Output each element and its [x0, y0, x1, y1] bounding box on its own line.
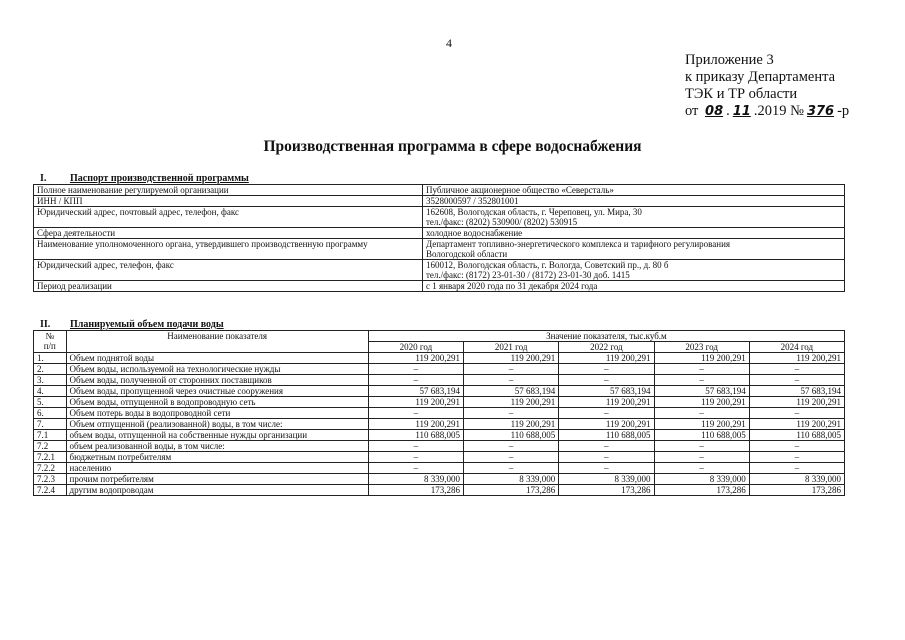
- row-value: –: [559, 463, 654, 474]
- passport-value-line: 3528000597 / 352801001: [426, 196, 519, 206]
- row-value: 110 688,005: [559, 430, 654, 441]
- row-value: –: [464, 364, 559, 375]
- row-indicator-name: Объем воды, пропущенной через очистные сооружения: [66, 386, 368, 397]
- appendix-line-1: Приложение 3: [685, 52, 774, 68]
- table-row: [34, 408, 845, 419]
- row-value: 110 688,005: [749, 430, 844, 441]
- row-number: 4.: [34, 386, 67, 397]
- table-row: [34, 452, 845, 463]
- row-value: –: [654, 463, 749, 474]
- row-value: 110 688,005: [654, 430, 749, 441]
- section-1-number: I.: [40, 173, 47, 184]
- row-value: 110 688,005: [368, 430, 463, 441]
- handwritten-month: 11: [732, 104, 751, 119]
- passport-value-line: с 1 января 2020 года по 31 декабря 2024 года: [426, 281, 598, 291]
- row-value: 119 200,291: [559, 397, 654, 408]
- appendix-block: [685, 52, 849, 120]
- row-indicator-name: Объем поднятой воды: [66, 353, 368, 364]
- header-year: 2021 год: [464, 342, 559, 353]
- passport-value-line: холодное водоснабжение: [426, 228, 523, 238]
- table-row: [34, 441, 845, 452]
- row-indicator-name: Объем воды, полученной от сторонних поставщиков: [66, 375, 368, 386]
- row-value: –: [654, 441, 749, 452]
- table-row: [34, 430, 845, 441]
- row-number: 7.2.3: [34, 474, 67, 485]
- row-value: 57 683,194: [464, 386, 559, 397]
- passport-label: Сфера деятельности: [34, 228, 423, 239]
- passport-label: Юридический адрес, почтовый адрес, телефон, факс: [34, 207, 423, 228]
- row-value: 173,286: [749, 485, 844, 496]
- row-value: 119 200,291: [654, 397, 749, 408]
- row-value: 173,286: [559, 485, 654, 496]
- row-indicator-name: Объем потерь воды в водопроводной сети: [66, 408, 368, 419]
- table-row: [34, 397, 845, 408]
- appendix-date-line: от 08 . 11 .2019 № 376 -р: [685, 103, 850, 119]
- row-number: 5.: [34, 397, 67, 408]
- row-value: 57 683,194: [559, 386, 654, 397]
- row-number: 7.2.4: [34, 485, 67, 496]
- row-value: 119 200,291: [368, 419, 463, 430]
- passport-value-line: 160012, Вологодская область, г. Вологда, Советский пр., д. 80 б: [426, 260, 669, 270]
- row-value: 173,286: [464, 485, 559, 496]
- row-value: –: [559, 408, 654, 419]
- passport-value-line: 162608, Вологодская область, г. Череповец, ул. Мира, 30: [426, 207, 642, 217]
- section-2-title: Планируемый объем подачи воды: [70, 319, 224, 330]
- row-value: –: [654, 375, 749, 386]
- passport-row: [34, 281, 845, 292]
- passport-value-line: Вологодской области: [426, 249, 508, 259]
- row-number: 7.2.1: [34, 452, 67, 463]
- row-value: –: [464, 375, 559, 386]
- row-indicator-name: Объем воды, отпущенной в водопроводную сеть: [66, 397, 368, 408]
- passport-value: [423, 185, 845, 196]
- header-row-1: [34, 331, 845, 342]
- passport-table: [33, 184, 845, 292]
- appendix-line-2: к приказу Департамента: [685, 69, 836, 85]
- row-value: 8 339,000: [464, 474, 559, 485]
- row-number: 3.: [34, 375, 67, 386]
- row-value: 119 200,291: [464, 353, 559, 364]
- row-value: –: [749, 452, 844, 463]
- section-1-heading: [40, 173, 249, 184]
- table-row: [34, 386, 845, 397]
- row-value: –: [464, 452, 559, 463]
- row-value: 57 683,194: [654, 386, 749, 397]
- row-value: –: [464, 463, 559, 474]
- row-number: 6.: [34, 408, 67, 419]
- row-value: –: [464, 408, 559, 419]
- row-number: 2.: [34, 364, 67, 375]
- row-value: –: [464, 441, 559, 452]
- row-indicator-name: объем реализованной воды, в том числе:: [66, 441, 368, 452]
- row-value: –: [368, 364, 463, 375]
- row-value: 110 688,005: [464, 430, 559, 441]
- passport-value: [423, 228, 845, 239]
- row-value: –: [559, 452, 654, 463]
- table-row: [34, 364, 845, 375]
- row-value: 57 683,194: [749, 386, 844, 397]
- section-2-heading: [40, 319, 224, 330]
- row-value: –: [749, 375, 844, 386]
- row-indicator-name: другим водопроводам: [66, 485, 368, 496]
- row-value: 8 339,000: [368, 474, 463, 485]
- handwritten-number: 376: [806, 104, 835, 119]
- row-value: 119 200,291: [368, 397, 463, 408]
- row-value: 119 200,291: [464, 397, 559, 408]
- table-row: [34, 375, 845, 386]
- row-value: –: [654, 452, 749, 463]
- row-indicator-name: Объем воды, используемой на технологические нужды: [66, 364, 368, 375]
- table-row: [34, 485, 845, 496]
- date-year: .2019 №: [753, 103, 804, 119]
- number-suffix: -р: [837, 103, 850, 119]
- passport-row: [34, 196, 845, 207]
- passport-value: [423, 196, 845, 207]
- page-number: 4: [446, 36, 452, 50]
- row-number: 7.2: [34, 441, 67, 452]
- row-value: 119 200,291: [654, 419, 749, 430]
- row-value: –: [368, 375, 463, 386]
- row-value: –: [559, 364, 654, 375]
- row-value: 119 200,291: [464, 419, 559, 430]
- table-row: [34, 353, 845, 364]
- row-value: –: [559, 441, 654, 452]
- row-value: –: [368, 408, 463, 419]
- row-value: 119 200,291: [749, 397, 844, 408]
- passport-row: [34, 260, 845, 281]
- passport-label: Полное наименование регулируемой организации: [34, 185, 423, 196]
- row-value: 119 200,291: [654, 353, 749, 364]
- row-indicator-name: объем воды, отпущенной на собственные нужды организации: [66, 430, 368, 441]
- header-year: 2022 год: [559, 342, 654, 353]
- row-value: 119 200,291: [559, 419, 654, 430]
- section-1-title: Паспорт производственной программы: [70, 173, 249, 184]
- passport-value-line: Департамент топливно-энергетического комплекса и тарифного регулирования: [426, 239, 731, 249]
- row-value: 57 683,194: [368, 386, 463, 397]
- row-value: –: [749, 463, 844, 474]
- row-value: 119 200,291: [368, 353, 463, 364]
- passport-label: Наименование уполномоченного органа, утвердившего производственную программу: [34, 239, 423, 260]
- passport-value-line: Публичное акционерное общество «Северсталь»: [426, 185, 614, 195]
- handwritten-day: 08: [705, 104, 724, 119]
- row-value: 173,286: [654, 485, 749, 496]
- passport-row: [34, 207, 845, 228]
- water-volume-table: [33, 330, 845, 496]
- row-number: 7.1: [34, 430, 67, 441]
- header-year: 2020 год: [368, 342, 463, 353]
- header-year: 2023 год: [654, 342, 749, 353]
- passport-row: [34, 239, 845, 260]
- table-row: [34, 463, 845, 474]
- header-value-group: Значение показателя, тыс.куб.м: [368, 331, 844, 342]
- header-year: 2024 год: [749, 342, 844, 353]
- passport-row: [34, 228, 845, 239]
- row-value: 173,286: [368, 485, 463, 496]
- row-value: –: [559, 375, 654, 386]
- passport-value: [423, 207, 845, 228]
- section-2-number: II.: [40, 319, 51, 330]
- passport-value: [423, 239, 845, 260]
- row-indicator-name: Объем отпущенной (реализованной) воды, в том числе:: [66, 419, 368, 430]
- passport-row: [34, 185, 845, 196]
- passport-label: Юридический адрес, телефон, факс: [34, 260, 423, 281]
- row-value: –: [368, 441, 463, 452]
- row-indicator-name: бюджетным потребителям: [66, 452, 368, 463]
- row-indicator-name: прочим потребителям: [66, 474, 368, 485]
- row-value: –: [749, 364, 844, 375]
- passport-value-line: тел./факс: (8202) 530900/ (8202) 530915: [426, 217, 578, 227]
- row-number: 7.2.2: [34, 463, 67, 474]
- row-value: –: [749, 441, 844, 452]
- table-row: [34, 419, 845, 430]
- passport-value: [423, 260, 845, 281]
- row-number: 1.: [34, 353, 67, 364]
- row-value: 119 200,291: [559, 353, 654, 364]
- row-value: 8 339,000: [559, 474, 654, 485]
- row-value: –: [654, 364, 749, 375]
- row-value: –: [368, 463, 463, 474]
- appendix-line-3: ТЭК и ТР области: [685, 86, 798, 102]
- row-indicator-name: населению: [66, 463, 368, 474]
- row-number: 7.: [34, 419, 67, 430]
- passport-value: [423, 281, 845, 292]
- header-num: № п/п: [34, 331, 67, 353]
- date-prefix: от: [685, 103, 699, 119]
- row-value: 8 339,000: [654, 474, 749, 485]
- row-value: –: [654, 408, 749, 419]
- row-value: –: [368, 452, 463, 463]
- passport-value-line: тел./факс: (8172) 23-01-30 / (8172) 23-01-30 доб. 1415: [426, 270, 630, 280]
- passport-label: Период реализации: [34, 281, 423, 292]
- passport-label: ИНН / КПП: [34, 196, 423, 207]
- row-value: 119 200,291: [749, 353, 844, 364]
- row-value: –: [749, 408, 844, 419]
- row-value: 119 200,291: [749, 419, 844, 430]
- row-value: 8 339,000: [749, 474, 844, 485]
- document-title: Производственная программа в сфере водоснабжения: [263, 138, 642, 155]
- header-indicator-name: Наименование показателя: [66, 331, 368, 353]
- table-row: [34, 474, 845, 485]
